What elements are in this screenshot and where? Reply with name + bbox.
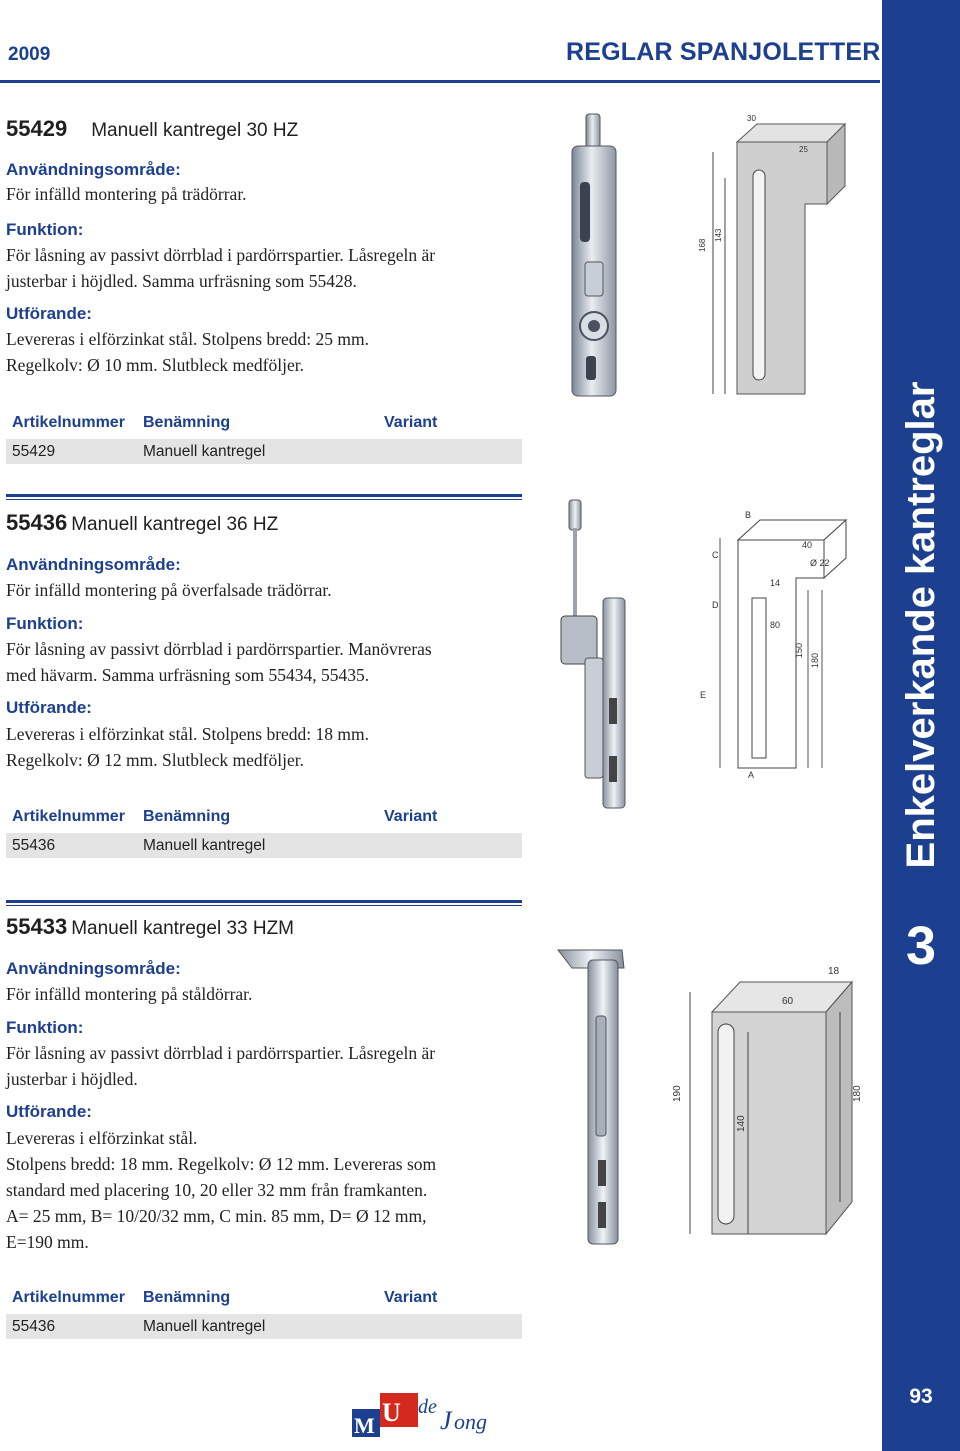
header-rule (0, 80, 880, 83)
text-line: justerbar i höjdled. (6, 1069, 138, 1089)
col-article: Artikelnummer (12, 1289, 125, 1306)
design-heading: Utförande: (6, 304, 92, 323)
section-title: Enkelverkande kantreglar (899, 381, 943, 869)
function-heading: Funktion: (6, 1018, 84, 1037)
text-line: Levereras i elförzinkat stål. Stolpens bredd: 25 mm. (6, 329, 370, 349)
logo-letter: J (440, 1406, 452, 1435)
bolt-photo-55429 (560, 112, 630, 404)
col-variant: Variant (384, 1289, 438, 1306)
col-name: Benämning (143, 808, 231, 825)
product-name: Manuell kantregel 36 HZ (71, 514, 279, 535)
product-number: 55436 (6, 510, 68, 535)
text-line: För låsning av passivt dörrblad i pardörrspartier. Låsregeln är (6, 245, 436, 265)
cell-article: 55429 (12, 443, 56, 460)
col-article: Artikelnummer (12, 808, 125, 825)
col-variant: Variant (384, 808, 438, 825)
usage-text (6, 181, 247, 207)
section-number: 3 (905, 916, 937, 976)
usage-text (6, 577, 332, 603)
design-text (6, 1125, 436, 1255)
col-variant: Variant (384, 414, 438, 431)
usage-heading: Användningsområde: (6, 160, 181, 179)
dimension-label: 60 (782, 996, 794, 1007)
technical-drawing-55436 (690, 498, 870, 788)
product-name: Manuell kantregel 30 HZ (91, 120, 299, 141)
text-line: För låsning av passivt dörrblad i pardörrspartier. Manövreras (6, 639, 432, 659)
product-number: 55429 (6, 116, 68, 141)
technical-drawing-55433 (660, 952, 875, 1242)
text-line: justerbar i höjdled. Samma urfräsning som 55428. (6, 271, 357, 291)
function-text (6, 636, 432, 688)
text-line: med hävarm. Samma urfräsning som 55434, 55435. (6, 665, 370, 685)
cell-article: 55436 (12, 837, 56, 854)
product-title (6, 116, 298, 142)
dimension-label: 190 (672, 1085, 683, 1102)
table-row (6, 1314, 522, 1339)
dimension-label: D (712, 600, 719, 610)
product-title (6, 510, 278, 536)
table-row (6, 439, 522, 464)
function-heading: Funktion: (6, 220, 84, 239)
usage-heading: Användningsområde: (6, 555, 181, 574)
function-heading: Funktion: (6, 614, 84, 633)
cell-name: Manuell kantregel (143, 837, 266, 854)
cell-name: Manuell kantregel (143, 1318, 266, 1335)
text-line: Stolpens bredd: 18 mm. Regelkolv: Ø 12 mm. Levereras som (6, 1154, 437, 1174)
mudejong-logo (352, 1389, 510, 1439)
design-text (6, 721, 369, 773)
cell-name: Manuell kantregel (143, 443, 266, 460)
product-number: 55433 (6, 914, 68, 939)
table-header (12, 808, 522, 828)
bolt-photo-55433 (552, 946, 642, 1251)
dimension-label: 150 (794, 642, 804, 658)
design-text (6, 326, 369, 378)
category-title: REGLAR SPANJOLETTER (566, 38, 881, 66)
text-line: För låsning av passivt dörrblad i pardörrspartier. Låsregeln är (6, 1043, 436, 1063)
dimension-label: 14 (770, 578, 781, 588)
text-line: A= 25 mm, B= 10/20/32 mm, C min. 85 mm, D= Ø 12 mm, (6, 1206, 427, 1226)
dimension-label: C (712, 550, 719, 560)
text-line: E=190 mm. (6, 1232, 89, 1252)
year-label: 2009 (8, 44, 51, 65)
dimension-label: 80 (770, 620, 781, 630)
dimension-label: Ø 22 (810, 558, 830, 568)
col-article: Artikelnummer (12, 414, 125, 431)
design-heading: Utförande: (6, 1102, 92, 1121)
cell-article: 55436 (12, 1318, 56, 1335)
dimension-label: 168 (698, 238, 707, 252)
dimension-label: 18 (828, 966, 840, 977)
dimension-label: 30 (747, 114, 756, 123)
section-divider (6, 494, 522, 500)
logo-letter: de (418, 1396, 437, 1418)
col-name: Benämning (143, 1289, 231, 1306)
text-line: För infälld montering på trädörrar. (6, 184, 247, 204)
dimension-label: E (700, 690, 707, 700)
design-heading: Utförande: (6, 698, 92, 717)
text-line: För infälld montering på överfalsade trädörrar. (6, 580, 332, 600)
product-name: Manuell kantregel 33 HZM (71, 918, 295, 939)
logo-letter: U (382, 1398, 401, 1427)
logo-letter: M (354, 1413, 375, 1438)
table-header (12, 1289, 522, 1309)
usage-heading: Användningsområde: (6, 959, 181, 978)
function-text (6, 242, 435, 294)
bolt-photo-55436 (555, 498, 635, 814)
usage-text (6, 981, 252, 1007)
logo-letter: ong (454, 1409, 487, 1434)
col-name: Benämning (143, 414, 231, 431)
dimension-label: 180 (852, 1085, 863, 1102)
technical-drawing-55429 (695, 112, 865, 397)
dimension-label: 143 (714, 228, 723, 242)
table-header (12, 414, 522, 434)
dimension-label: B (745, 510, 752, 520)
text-line: Regelkolv: Ø 12 mm. Slutbleck medföljer. (6, 750, 304, 770)
text-line: Levereras i elförzinkat stål. (6, 1128, 198, 1148)
text-line: Regelkolv: Ø 10 mm. Slutbleck medföljer. (6, 355, 304, 375)
function-text (6, 1040, 435, 1092)
dimension-label: 25 (799, 145, 808, 154)
page-number: 93 (909, 1385, 933, 1408)
table-row (6, 833, 522, 858)
text-line: För infälld montering på ståldörrar. (6, 984, 253, 1004)
text-line: standard med placering 10, 20 eller 32 mm från framkanten. (6, 1180, 428, 1200)
dimension-label: 180 (810, 652, 820, 668)
dimension-label: 40 (802, 540, 813, 550)
dimension-label: A (748, 770, 755, 780)
dimension-label: 140 (736, 1115, 747, 1132)
product-title (6, 914, 294, 940)
section-divider (6, 900, 522, 906)
text-line: Levereras i elförzinkat stål. Stolpens bredd: 18 mm. (6, 724, 370, 744)
